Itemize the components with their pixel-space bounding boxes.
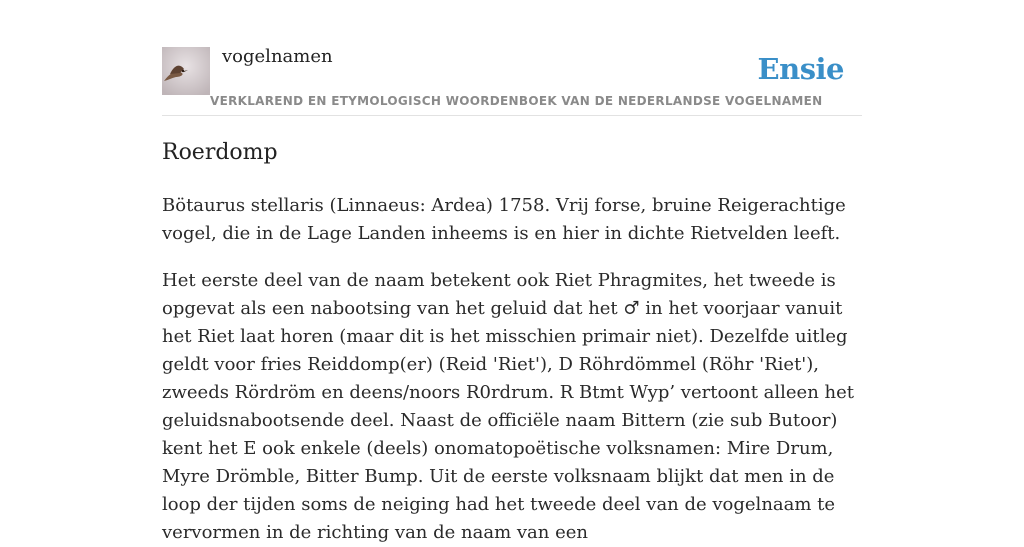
site-tagline: VERKLAREND EN ETYMOLOGISCH WOORDENBOEK VAN DE NEDERLANDSE VOGELNAMEN bbox=[210, 94, 823, 108]
site-name[interactable]: vogelnamen bbox=[222, 46, 333, 67]
site-header bbox=[162, 0, 862, 116]
avatar[interactable] bbox=[162, 47, 210, 95]
bird-photo-icon bbox=[162, 47, 210, 95]
entry-title: Roerdomp bbox=[162, 140, 278, 165]
brand-logo[interactable]: Ensie bbox=[757, 52, 844, 86]
entry-paragraph-2: Het eerste deel van de naam betekent ook Riet Phragmites, het tweede is opgevat als een nabootsing van het geluid dat het ♂ in het voorjaar vanuit het Riet laat horen (maar dit is het misschien primair niet). Dezelfde uitleg geldt voor fries Reiddomp(er) (Reid 'Riet'), D Röhrdömmel (Röhr 'Riet'), zweeds Rördröm en deens/noors R0rdrum. R Btmt Wyp’ vertoont alleen het geluidsnabootsende deel. Naast de officiële naam Bittern (zie sub Butoor) kent het E ook enkele (deels) onomatopoëtische volksnamen: Mire Drum, Myre Drömble, Bitter Bump. Uit de eerste volksnaam blijkt dat men in de loop der tijden soms de neiging had het tweede deel van de vogelnaam te vervormen in de richting van de naam van een bbox=[162, 270, 855, 543]
content-container bbox=[162, 0, 862, 543]
entry-paragraph-1: Bötaurus stellaris (Linnaeus: Ardea) 1758. Vrij forse, bruine Reigerachtige vogel, die in de Lage Landen inheems is en hier in dichte Rietvelden leeft. bbox=[162, 195, 846, 244]
